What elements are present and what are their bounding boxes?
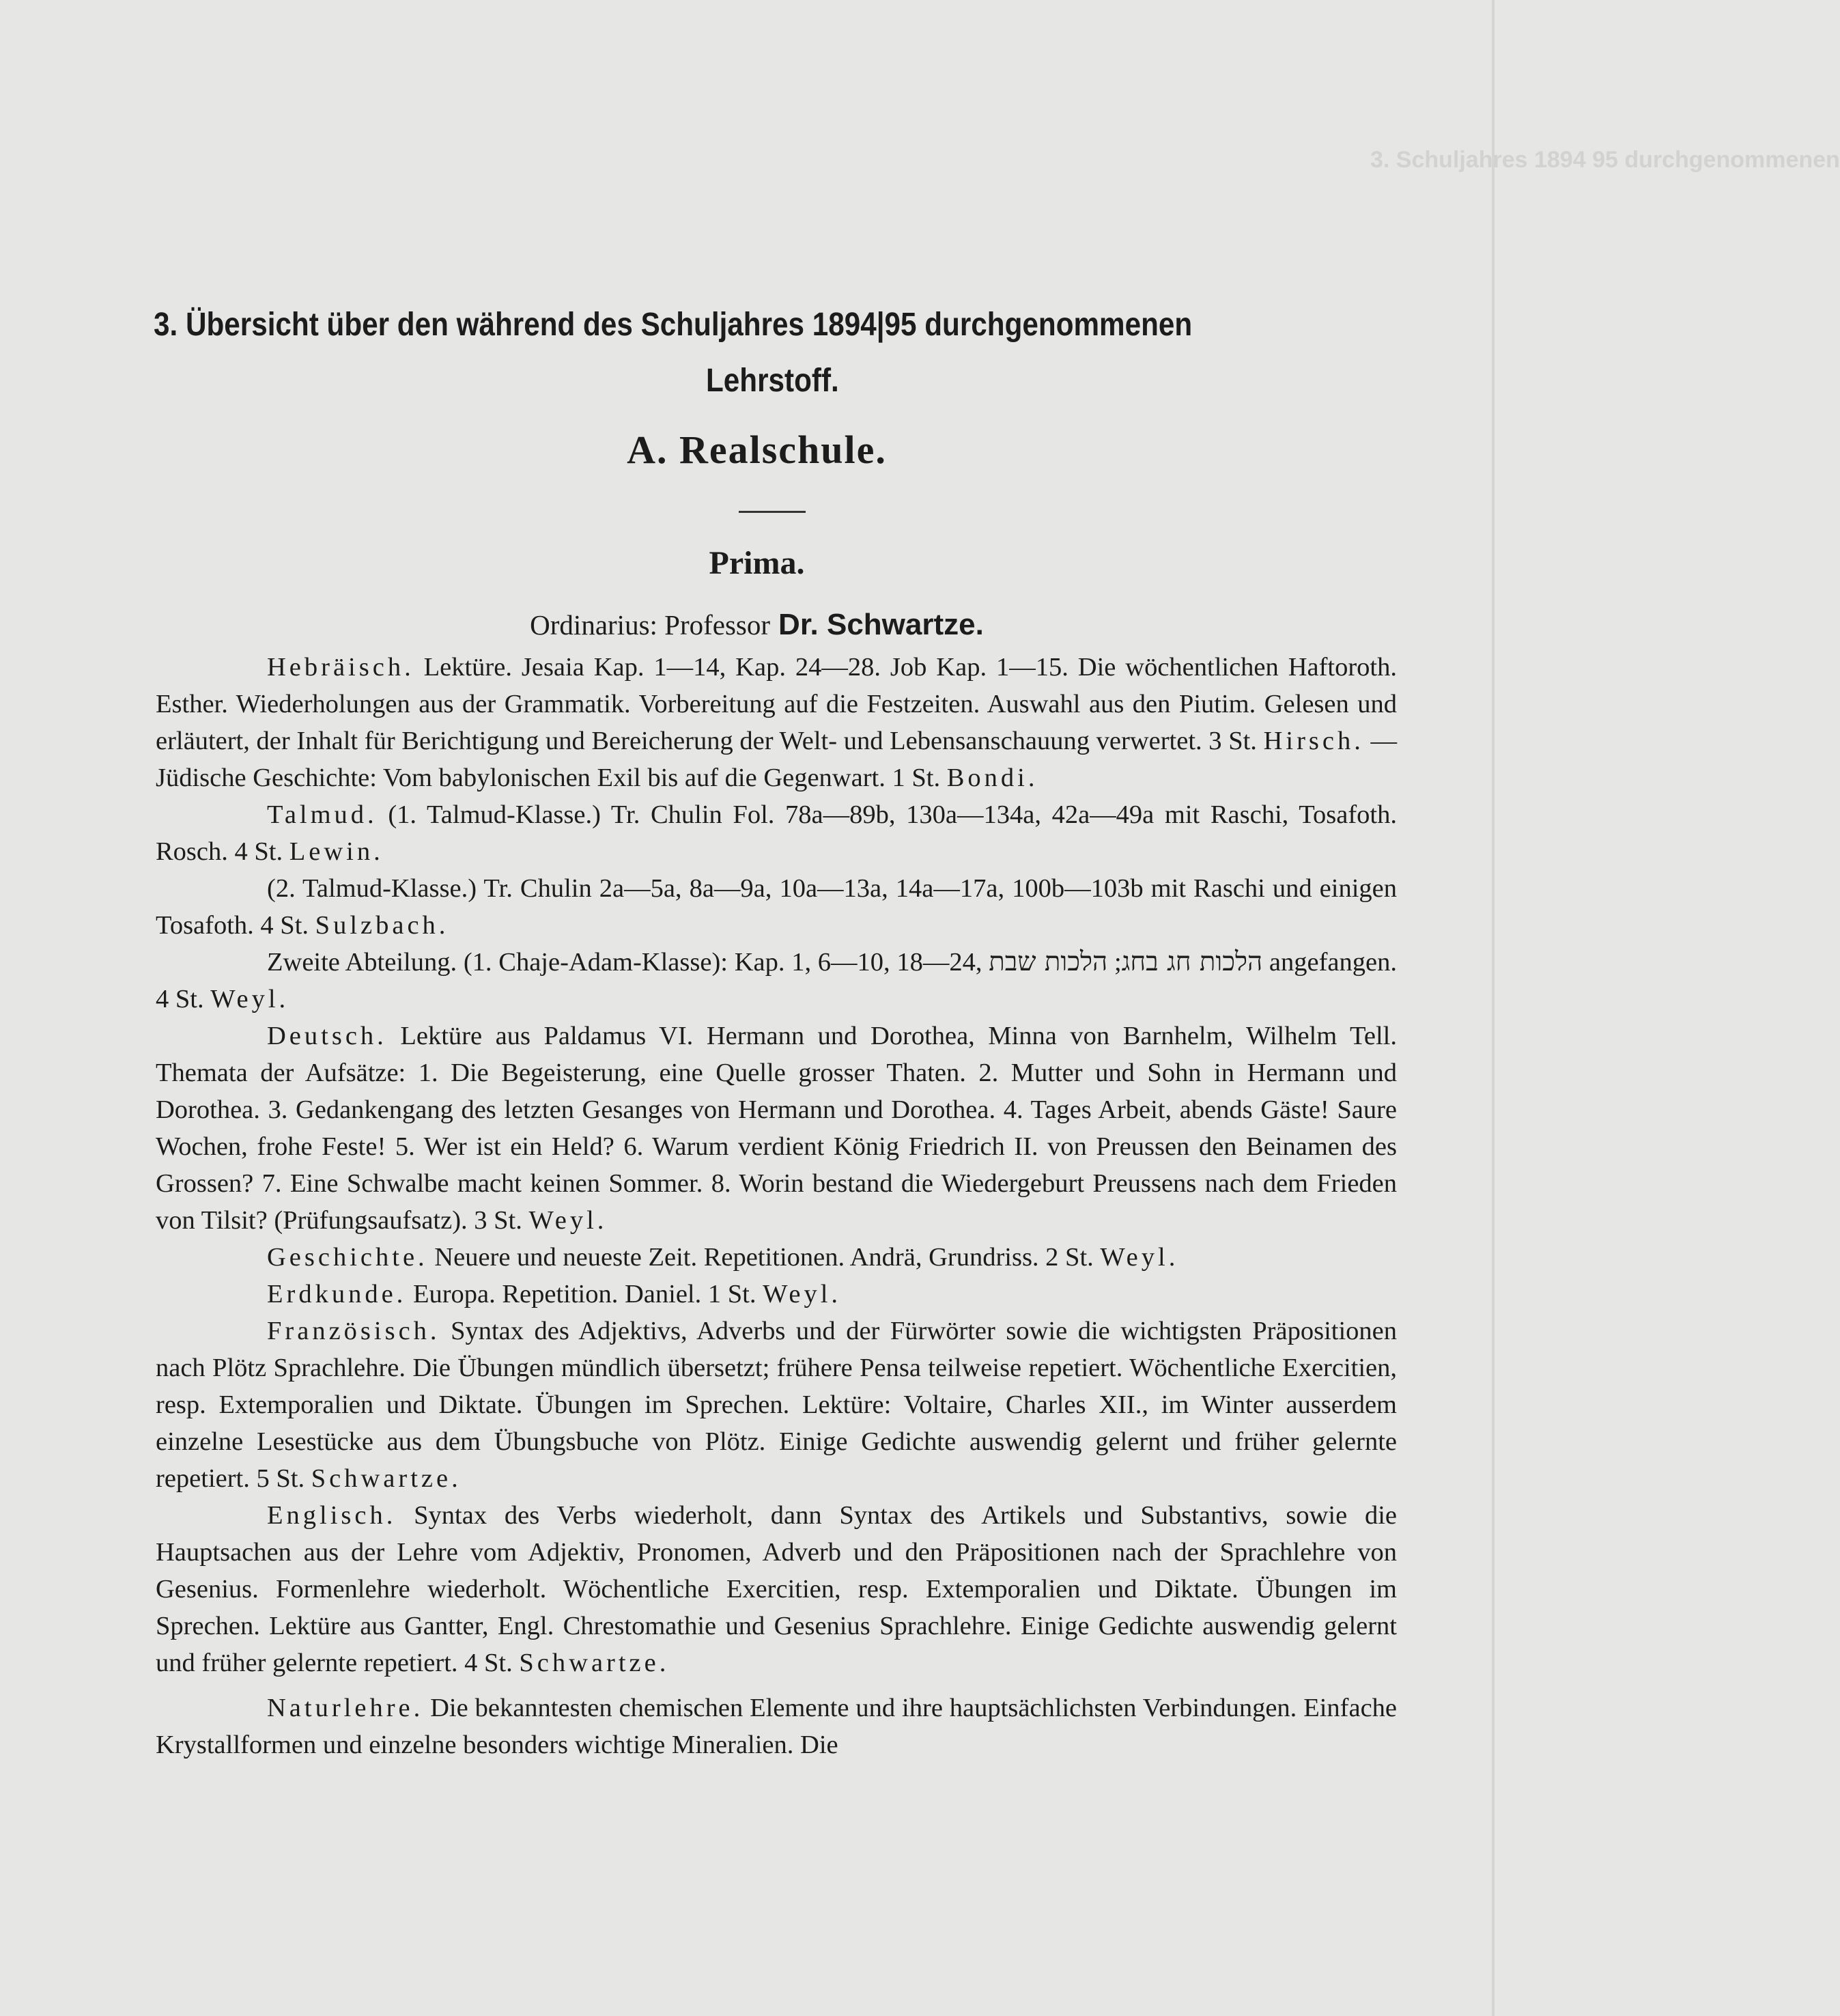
paragraph-deutsch [156, 1018, 1397, 1239]
subject-label: Englisch. [267, 1501, 397, 1530]
teacher-name: Schwartze. [311, 1464, 462, 1493]
chapter-heading [154, 297, 1244, 409]
paragraph-text: — Jüdische Geschichte: Vom babylonischen Exil bis auf die Gegenwart. 1 St. [156, 727, 1398, 792]
paragraph-geschichte [156, 1239, 1397, 1276]
page-fold-shadow [1492, 0, 1495, 2016]
paragraph-text: Syntax des Verbs wiederholt, dann Syntax des Artikels und Substantivs, sowie die Hauptsachen aus der Lehre vom Adjektiv, Pronomen, Adverb und den Präpositionen nach der Sprachlehre von Gesenius. Formenlehre wiederholt. Wöchentliche Exercitien, resp. Extemporalien und Diktate. Übungen im Sprechen. Lektüre aus Gantter, Engl. Chrestomathie und Gesenius Sprachlehre. Einige Gedichte auswendig gelernt und früher gelernte repetiert. 4 St. [156, 1501, 1397, 1677]
paragraph-text: Lektüre aus Paldamus VI. Hermann und Dorothea, Minna von Barnhelm, Wilhelm Tell. Themata der Aufsätze: 1. Die Begeisterung, eine Quelle grosser Thaten. 2. Mutter und Sohn in Hermann und Dorothea. 3. Gedankengang des letzten Gesanges von Hermann und Dorothea. 4. Tages Arbeit, abends Gäste! Saure Wochen, frohe Feste! 5. Wer ist ein Held? 6. Warum verdient König Friedrich II. von Preussen den Beinamen des Grossen? 7. Eine Schwalbe macht keinen Sommer. 8. Worin bestand die Wiedergeburt Preussens nach dem Frieden von Tilsit? (Prüfungsaufsatz). 3 St. [156, 1022, 1397, 1235]
paragraph-text: (1. Talmud-Klasse.) Tr. Chulin Fol. 78a—89b, 130a—134a, 42a—49a mit Raschi, Tosafoth. Rosch. 4 St. [156, 800, 1397, 866]
paragraph-text: Zweite Abteilung. (1. Chaje-Adam-Klasse): Kap. 1, 6—10, 18—24, [267, 948, 989, 977]
teacher-name: Hirsch. [1263, 727, 1364, 755]
hebrew-term: הלכות חג בחג [1121, 947, 1263, 977]
teacher-name: Weyl. [1100, 1243, 1179, 1272]
divider-rule [739, 511, 806, 513]
paragraph-hebraeisch [156, 649, 1397, 796]
paragraph-talmud-1 [156, 796, 1397, 870]
paragraph-text: Die bekanntesten chemischen Elemente und ihre hauptsächlichsten Verbindungen. Einfache Krystallformen und einzelne besonders wichtige Mineralien. Die [156, 1694, 1397, 1759]
subject-label: Talmud. [267, 800, 378, 829]
hebrew-term: הלכות שבת [989, 947, 1108, 977]
subject-label: Geschichte. [267, 1243, 428, 1272]
paragraph-talmud-2 [156, 870, 1397, 944]
teacher-name: Weyl. [210, 985, 289, 1013]
teacher-name: Sulzbach. [315, 911, 449, 940]
paragraph-text: Syntax des Adjektivs, Adverbs und der Fürwörter sowie die wichtigsten Präpositionen nach Plötz Sprachlehre. Die Übungen mündlich übersetzt; frühere Pensa teilweise repetiert. Wöchentliche Exercitien, resp. Extemporalien und Diktate. Übungen im Sprechen. Lektüre: Voltaire, Charles XII., im Winter ausserdem einzelne Lesestücke aus dem Übungsbuche von Plötz. Einige Gedichte auswendig gelernt und früher gelernte repetiert. 5 St. [156, 1317, 1397, 1493]
paragraph-franzoesisch [156, 1313, 1397, 1497]
teacher-name: Bondi. [946, 764, 1038, 792]
subject-label: Naturlehre. [267, 1694, 424, 1722]
heading-line-2: Lehrstoff. [706, 363, 839, 399]
paragraph-text: (2. Talmud-Klasse.) Tr. Chulin 2a—5a, 8a—9a, 10a—13a, 14a—17a, 100b—103b mit Raschi und einigen Tosafoth. 4 St. [156, 874, 1397, 940]
paragraph-text: Neuere und neueste Zeit. Repetitionen. Andrä, Grundriss. 2 St. [427, 1243, 1101, 1272]
paragraph-text: Lektüre. Jesaia Kap. 1—14, Kap. 24—28. Job Kap. 1—15. Die wöchentlichen Haftoroth. Esther. Wiederholungen aus der Grammatik. Vorbereitung auf die Festzeiten. Auswahl aus den Piutim. Gelesen und erläutert, der Inhalt für Berichtigung und Bereicherung der Welt- und Lebensanschauung verwertet. 3 St. [156, 653, 1397, 755]
teacher-name: Lewin. [289, 837, 384, 866]
paragraph-zweite-abteilung [156, 944, 1397, 1018]
heading-line-1: 3. Übersicht über den während des Schuljahres 1894|95 durchgenommenen [154, 307, 1193, 343]
body-text [156, 649, 1397, 1763]
subject-label: Französisch. [267, 1317, 440, 1345]
subject-label: Hebräisch. [267, 653, 414, 682]
paragraph-text: ; [1107, 948, 1122, 977]
paragraph-text: angefangen. 4 St. [156, 948, 1397, 1013]
teacher-name: Weyl. [763, 1280, 842, 1308]
ordinarius-name: Dr. Schwartze. [778, 608, 984, 641]
teacher-name: Schwartze. [519, 1649, 670, 1677]
paragraph-erdkunde [156, 1276, 1397, 1313]
class-title: Prima. [709, 545, 805, 581]
paragraph-text: Europa. Repetition. Daniel. 1 St. [406, 1280, 763, 1308]
teacher-name: Weyl. [528, 1206, 608, 1235]
ordinarius-line [0, 608, 1514, 642]
paragraph-naturlehre [156, 1690, 1397, 1763]
bleed-through-text: 3. Schuljahres 1894 95 durchgenommenen [1370, 147, 1840, 173]
ordinarius-label: Ordinarius: Professor [530, 609, 771, 641]
paragraph-englisch [156, 1497, 1397, 1681]
subject-label: Deutsch. [267, 1022, 387, 1050]
section-title: A. Realschule. [627, 428, 887, 472]
subject-label: Erdkunde. [267, 1280, 407, 1308]
